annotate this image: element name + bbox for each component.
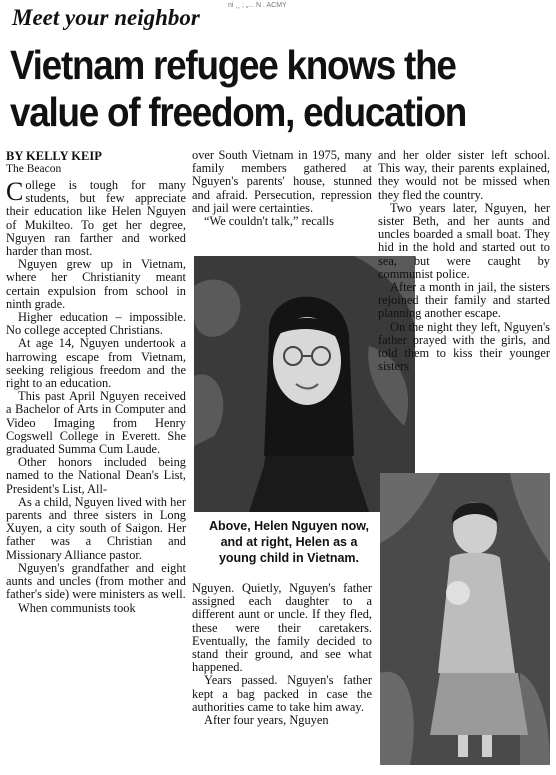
article-paragraph: At age 14, Nguyen undertook a harrowing escape from Vietnam, seeking religious freedom and the right to an education. bbox=[6, 336, 186, 391]
article-paragraph: Nguyen's grandfather and eight aunts and uncles (from mother and father's side) were ministers as well. bbox=[6, 560, 186, 602]
article-column-2-top bbox=[192, 149, 372, 228]
article-paragraph: On the night they left, Nguyen's father prayed with the girls, and told them to kiss their younger sisters bbox=[378, 319, 550, 374]
article-paragraph: As a child, Nguyen lived with her parents and three sisters in Long Xuyen, a city south of Saigon. Her father was a Christian and Missionary Alliance pastor. bbox=[6, 494, 186, 562]
article-paragraph: Nguyen. Quietly, Nguyen's father assigned each daughter to a different aunt or uncle. If they fled, these were their caretakers. Eventually, the family decided to stand their ground, and see what happened. bbox=[192, 581, 372, 675]
photo-helen-child bbox=[380, 473, 550, 765]
article-column-3 bbox=[378, 149, 550, 373]
scan-artifact-text: ni ¸¸ ; „... N . ACMY bbox=[228, 2, 287, 9]
article-column-2-bottom bbox=[192, 582, 372, 727]
article-paragraph: over South Vietnam in 1975, many family members gathered at Nguyen's parents' house, stunned and afraid. Persecution, repression and jail were certainties. bbox=[192, 148, 372, 215]
headline-line-1: Vietnam refugee knows the bbox=[10, 42, 456, 88]
section-kicker: Meet your neighbor bbox=[12, 5, 200, 30]
article-column-1 bbox=[6, 149, 186, 615]
byline-outlet: The Beacon bbox=[6, 163, 62, 175]
drop-cap: C bbox=[6, 177, 24, 206]
article-paragraph: Other honors included being named to the National Dean's List, President's List, All- bbox=[6, 455, 186, 496]
article-paragraph: After a month in jail, the sisters rejoined their family and started planning another escape. bbox=[378, 280, 550, 321]
headline bbox=[10, 42, 496, 136]
article-paragraph: Years passed. Nguyen's father kept a bag packed in case the authorities came to take him away. bbox=[192, 673, 372, 714]
byline-author: BY KELLY KEIP bbox=[6, 149, 102, 163]
article-paragraph bbox=[6, 179, 186, 258]
article-paragraph: and her older sister left school. This way, their parents explained, they would not be missed when they fled the country. bbox=[378, 148, 550, 202]
photo-caption: Above, Helen Nguyen now, and at right, Helen as a young child in Vietnam. bbox=[209, 519, 369, 565]
childhood-photo-image bbox=[380, 473, 550, 765]
article-paragraph: Higher education – impossible. No college accepted Christians. bbox=[6, 310, 186, 338]
headline-line-2: value of freedom, education bbox=[10, 89, 467, 135]
article-paragraph: Two years later, Nguyen, her sister Beth, and her aunts and uncles boarded a small boat. They hid in the hold and started out to sea, but were caught by communist police. bbox=[378, 200, 550, 281]
article-paragraph: This past April Nguyen received a Bachelor of Arts in Computer and Video Imaging from Henry Cogswell College in Everett. She graduated Summa Cum Laude. bbox=[6, 389, 186, 457]
article-paragraph: After four years, Nguyen bbox=[204, 713, 329, 728]
article-paragraph: When communists took bbox=[18, 600, 136, 615]
article-paragraph: “We couldn't talk,” recalls bbox=[204, 214, 334, 229]
paragraph-text: ollege is tough for many students, but few appreciate their education like Helen Nguyen of Mukilteo. To get her degree, Nguyen ran farther and worked harder than most. bbox=[6, 178, 186, 259]
article-paragraph: Nguyen grew up in Vietnam, where her Christianity meant certain expulsion from school in ninth grade. bbox=[6, 257, 186, 311]
